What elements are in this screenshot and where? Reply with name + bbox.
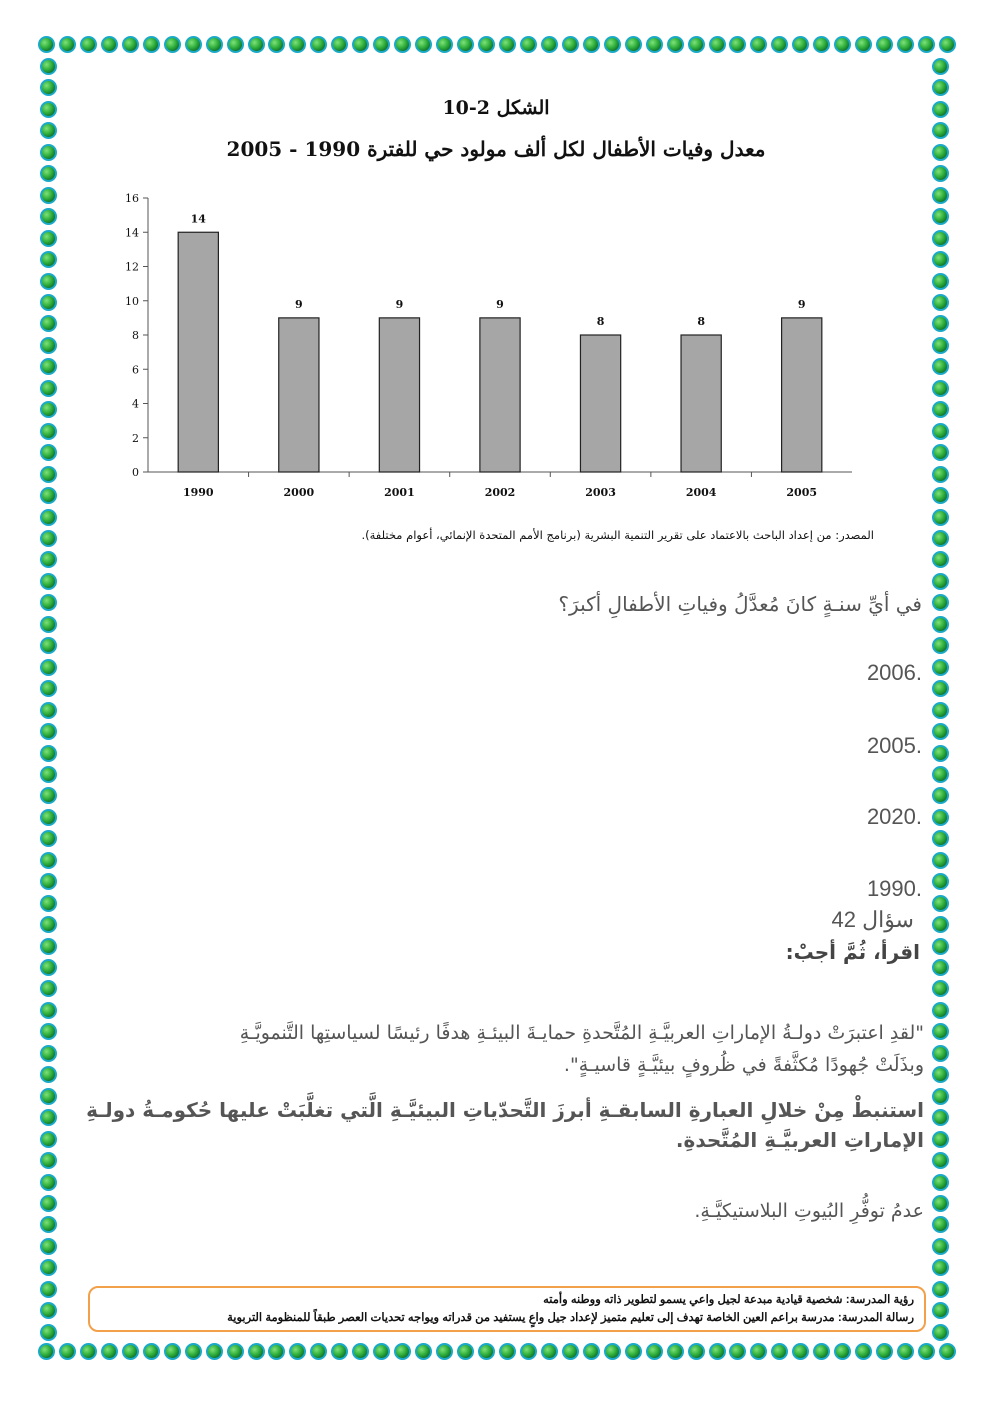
globe-icon: [478, 36, 495, 53]
globe-icon: [729, 1343, 746, 1360]
bar: [379, 318, 419, 472]
globe-icon: [932, 58, 949, 75]
globe-icon: [750, 1343, 767, 1360]
globe-icon: [932, 380, 949, 397]
y-tick-label: 10: [125, 294, 139, 308]
globe-icon: [932, 916, 949, 933]
y-tick-label: 14: [125, 226, 139, 240]
globe-icon: [855, 1343, 872, 1360]
globe-icon: [40, 1238, 57, 1255]
globe-icon: [143, 1343, 160, 1360]
y-tick-label: 4: [132, 397, 139, 411]
globe-icon: [40, 830, 57, 847]
globe-icon: [40, 294, 57, 311]
globe-icon: [40, 938, 57, 955]
globe-icon: [206, 1343, 223, 1360]
globe-icon: [457, 1343, 474, 1360]
globe-icon: [792, 1343, 809, 1360]
globe-icon: [750, 36, 767, 53]
school-info-box: [88, 1286, 926, 1332]
globe-icon: [562, 1343, 579, 1360]
school-mission: رسالة المدرسة: مدرسة براعم العين الخاصة تهدف إلى تعليم متميز لإعداد جيل واعٍ يستفيد من قدراته ويواجه تحديات العصر طبقاً للمنظومة التربوية: [227, 1312, 914, 1324]
globe-icon: [40, 509, 57, 526]
globe-icon: [932, 530, 949, 547]
globe-icon: [40, 1281, 57, 1298]
globe-icon: [122, 36, 139, 53]
x-tick-label: 2000: [283, 486, 315, 499]
globe-icon: [932, 852, 949, 869]
globe-icon: [40, 1002, 57, 1019]
globe-icon: [932, 1302, 949, 1319]
globe-icon: [729, 36, 746, 53]
globe-icon: [40, 809, 57, 826]
globe-icon: [352, 1343, 369, 1360]
data-label: 9: [797, 297, 806, 311]
globe-icon: [40, 702, 57, 719]
globe-icon: [310, 36, 327, 53]
globe-icon: [80, 36, 97, 53]
globe-icon: [248, 1343, 265, 1360]
globe-icon: [310, 1343, 327, 1360]
x-tick-label: 2001: [384, 486, 415, 499]
globe-icon: [122, 1343, 139, 1360]
y-tick-label: 16: [125, 192, 139, 205]
globe-icon: [164, 36, 181, 53]
globe-icon: [352, 36, 369, 53]
globe-icon: [932, 1131, 949, 1148]
globe-icon: [40, 873, 57, 890]
globe-icon: [143, 36, 160, 53]
globe-icon: [932, 466, 949, 483]
globe-icon: [40, 380, 57, 397]
globe-icon: [932, 273, 949, 290]
globe-icon: [792, 36, 809, 53]
globe-icon: [227, 36, 244, 53]
globe-icon: [101, 1343, 118, 1360]
globe-icon: [583, 1343, 600, 1360]
globe-icon: [248, 36, 265, 53]
globe-icon: [331, 36, 348, 53]
globe-icon: [40, 659, 57, 676]
globe-icon: [40, 165, 57, 182]
globe-icon: [40, 766, 57, 783]
school-vision: رؤية المدرسة: شخصية قيادية مبدعة لجيل واعي يسمو لتطوير ذاته ووطنه وأمته: [543, 1294, 914, 1306]
globe-icon: [38, 1343, 55, 1360]
globe-icon: [40, 1045, 57, 1062]
globe-icon: [373, 36, 390, 53]
globe-icon: [40, 530, 57, 547]
globe-icon: [40, 680, 57, 697]
globe-icon: [40, 1302, 57, 1319]
globe-icon: [932, 1324, 949, 1341]
globe-icon: [40, 787, 57, 804]
globe-icon: [855, 36, 872, 53]
globe-icon: [40, 723, 57, 740]
globe-icon: [932, 766, 949, 783]
top-border: [38, 36, 956, 56]
globe-icon: [40, 79, 57, 96]
globe-icon: [40, 208, 57, 225]
globe-icon: [709, 36, 726, 53]
globe-icon: [932, 873, 949, 890]
answer-text[interactable]: .عدمُ توفُّرِ البُيوتِ البلاستيكيَّـةِ: [694, 1200, 924, 1222]
globe-icon: [38, 36, 55, 53]
globe-icon: [40, 1066, 57, 1083]
bar: [480, 318, 520, 472]
globe-icon: [268, 1343, 285, 1360]
globe-icon: [918, 1343, 935, 1360]
globe-icon: [932, 980, 949, 997]
globe-icon: [40, 852, 57, 869]
globe-icon: [932, 1281, 949, 1298]
globe-icon: [268, 36, 285, 53]
globe-icon: [932, 1109, 949, 1126]
y-tick-label: 2: [132, 431, 139, 445]
data-label: 9: [496, 297, 504, 311]
globe-icon: [289, 1343, 306, 1360]
globe-icon: [394, 1343, 411, 1360]
globe-icon: [562, 36, 579, 53]
bar: [178, 232, 218, 472]
x-tick-label: 2004: [685, 486, 717, 499]
globe-icon: [40, 551, 57, 568]
globe-icon: [932, 1045, 949, 1062]
task-prompt: [74, 1095, 924, 1155]
globe-icon: [932, 1195, 949, 1212]
bar: [580, 335, 620, 472]
globe-icon: [40, 230, 57, 247]
globe-icon: [932, 509, 949, 526]
answer-option-2[interactable]: 2005.: [866, 733, 922, 758]
figure-source: المصدر: من إعداد الباحث بالاعتماد على تقرير التنمية البشرية (برنامج الأمم المتحدة الإنمائي، أعوام مختلفة).: [361, 528, 874, 542]
globe-icon: [876, 36, 893, 53]
globe-icon: [40, 637, 57, 654]
globe-icon: [771, 1343, 788, 1360]
globe-icon: [932, 401, 949, 418]
globe-icon: [40, 466, 57, 483]
globe-icon: [457, 36, 474, 53]
globe-icon: [932, 487, 949, 504]
globe-icon: [40, 401, 57, 418]
globe-icon: [932, 1066, 949, 1083]
globe-icon: [59, 1343, 76, 1360]
globe-icon: [932, 745, 949, 762]
globe-icon: [709, 1343, 726, 1360]
globe-icon: [932, 79, 949, 96]
globe-icon: [932, 165, 949, 182]
globe-icon: [331, 1343, 348, 1360]
bar: [782, 318, 822, 472]
globe-icon: [40, 1195, 57, 1212]
data-label: 14: [190, 212, 206, 226]
globe-icon: [40, 573, 57, 590]
bottom-border: [38, 1343, 956, 1363]
globe-icon: [373, 1343, 390, 1360]
bar: [681, 335, 721, 472]
answer-option-1[interactable]: 2006.: [866, 660, 922, 685]
globe-icon: [932, 637, 949, 654]
globe-icon: [813, 36, 830, 53]
globe-icon: [40, 895, 57, 912]
globe-icon: [932, 659, 949, 676]
globe-icon: [932, 230, 949, 247]
globe-icon: [583, 36, 600, 53]
globe-icon: [932, 294, 949, 311]
globe-icon: [646, 1343, 663, 1360]
globe-icon: [667, 1343, 684, 1360]
globe-icon: [40, 1216, 57, 1233]
globe-icon: [932, 895, 949, 912]
data-label: 9: [395, 297, 404, 311]
globe-icon: [40, 616, 57, 633]
figure-title: معدل وفيات الأطفال لكل ألف مولود حي للفترة 1990 - 2005: [226, 137, 766, 161]
globe-icon: [932, 594, 949, 611]
globe-icon: [520, 1343, 537, 1360]
globe-icon: [101, 36, 118, 53]
globe-icon: [932, 573, 949, 590]
globe-icon: [625, 36, 642, 53]
globe-icon: [40, 444, 57, 461]
globe-icon: [932, 1088, 949, 1105]
x-tick-label: 2005: [786, 486, 818, 499]
task-line-1: استنبطْ مِنْ خلالِ العبارةِ السابقـةِ أبرزَ التَّحدّياتِ البيئيَّـةِ الَّتي تغلَّبَتْ عليها حُكومـةُ دولـةِ: [86, 1098, 924, 1122]
globe-icon: [932, 1152, 949, 1169]
globe-icon: [436, 36, 453, 53]
globe-icon: [40, 1174, 57, 1191]
data-label: 8: [697, 315, 705, 328]
globe-icon: [164, 1343, 181, 1360]
globe-icon: [813, 1343, 830, 1360]
globe-icon: [40, 187, 57, 204]
globe-icon: [40, 58, 57, 75]
globe-icon: [604, 1343, 621, 1360]
globe-icon: [932, 787, 949, 804]
globe-icon: [499, 36, 516, 53]
globe-icon: [932, 830, 949, 847]
globe-icon: [897, 36, 914, 53]
globe-icon: [40, 1023, 57, 1040]
x-tick-label: 2002: [484, 486, 516, 499]
globe-icon: [40, 1152, 57, 1169]
globe-icon: [40, 594, 57, 611]
globe-icon: [40, 1131, 57, 1148]
globe-icon: [667, 36, 684, 53]
globe-icon: [932, 1216, 949, 1233]
globe-icon: [40, 315, 57, 332]
answer-option-3[interactable]: 2020.: [866, 804, 922, 829]
x-tick-label: 2003: [585, 486, 616, 499]
globe-icon: [932, 1238, 949, 1255]
globe-icon: [40, 1088, 57, 1105]
globe-icon: [394, 36, 411, 53]
globe-icon: [289, 36, 306, 53]
globe-icon: [834, 36, 851, 53]
globe-icon: [932, 680, 949, 697]
globe-icon: [932, 358, 949, 375]
globe-icon: [40, 337, 57, 354]
globe-icon: [40, 1259, 57, 1276]
question-number: سؤال 42: [831, 907, 914, 932]
left-border: [40, 58, 60, 1341]
x-tick-label: 1990: [182, 486, 214, 499]
globe-icon: [834, 1343, 851, 1360]
globe-icon: [932, 187, 949, 204]
globe-icon: [436, 1343, 453, 1360]
globe-icon: [40, 980, 57, 997]
y-tick-label: 0: [132, 466, 139, 479]
globe-icon: [604, 36, 621, 53]
globe-icon: [499, 1343, 516, 1360]
globe-icon: [897, 1343, 914, 1360]
globe-icon: [206, 36, 223, 53]
bar-chart: [108, 188, 864, 508]
globe-icon: [59, 36, 76, 53]
passage-line-1: لقدِ اعتبرَتْ دولـةُ الإماراتِ العربيَّـةِ المُتَّحدةِ حمايـةَ البيئـةِ هدفًا رئيسًا لسياستِها التَّنمويَّـةِ": [239, 1022, 924, 1044]
y-tick-label: 6: [132, 363, 139, 377]
globe-icon: [520, 36, 537, 53]
globe-icon: [40, 251, 57, 268]
globe-icon: [932, 251, 949, 268]
globe-icon: [932, 723, 949, 740]
globe-icon: [932, 337, 949, 354]
globe-icon: [932, 809, 949, 826]
globe-icon: [40, 1324, 57, 1341]
globe-icon: [541, 1343, 558, 1360]
y-tick-label: 8: [132, 329, 139, 342]
globe-icon: [625, 1343, 642, 1360]
globe-icon: [932, 616, 949, 633]
globe-icon: [478, 1343, 495, 1360]
globe-icon: [80, 1343, 97, 1360]
passage-line-2: ."وبذَلَتْ جُهودًا مُكثَّفةً في ظُروفٍ بيئيَّـةٍ قاسيـةٍ: [563, 1054, 924, 1076]
globe-icon: [932, 423, 949, 440]
globe-icon: [939, 36, 956, 53]
task-line-2: .الإماراتِ العربيَّـةِ المُتَّحدةِ: [675, 1128, 924, 1152]
globe-icon: [541, 36, 558, 53]
y-tick-label: 12: [125, 260, 139, 274]
right-border: [932, 58, 952, 1341]
globe-icon: [932, 702, 949, 719]
globe-icon: [40, 358, 57, 375]
globe-icon: [646, 36, 663, 53]
globe-icon: [876, 1343, 893, 1360]
globe-icon: [688, 36, 705, 53]
data-label: 9: [295, 297, 303, 311]
globe-icon: [932, 551, 949, 568]
globe-icon: [918, 36, 935, 53]
globe-icon: [932, 1174, 949, 1191]
question-instruction: :اقرأ، ثُمَّ أجبْ: [785, 940, 920, 964]
globe-icon: [185, 36, 202, 53]
globe-icon: [688, 1343, 705, 1360]
globe-icon: [932, 315, 949, 332]
globe-icon: [932, 959, 949, 976]
question-text: في أيِّ سنـةٍ كانَ مُعدَّلُ وفياتِ الأطفالِ أكبرَ؟: [558, 592, 922, 616]
globe-icon: [40, 916, 57, 933]
globe-icon: [40, 745, 57, 762]
globe-icon: [415, 36, 432, 53]
globe-icon: [227, 1343, 244, 1360]
globe-icon: [40, 487, 57, 504]
globe-icon: [939, 1343, 956, 1360]
globe-icon: [932, 1259, 949, 1276]
figure-label: الشكل 2-10: [442, 97, 550, 119]
globe-icon: [932, 1002, 949, 1019]
globe-icon: [932, 938, 949, 955]
globe-icon: [771, 36, 788, 53]
globe-icon: [415, 1343, 432, 1360]
answer-option-4[interactable]: 1990.: [866, 876, 922, 901]
globe-icon: [40, 423, 57, 440]
globe-icon: [932, 1023, 949, 1040]
globe-icon: [932, 444, 949, 461]
globe-icon: [40, 1109, 57, 1126]
globe-icon: [40, 273, 57, 290]
passage: [74, 1017, 924, 1081]
globe-icon: [40, 959, 57, 976]
bar: [279, 318, 319, 472]
data-label: 8: [596, 315, 605, 328]
globe-icon: [932, 208, 949, 225]
globe-icon: [185, 1343, 202, 1360]
